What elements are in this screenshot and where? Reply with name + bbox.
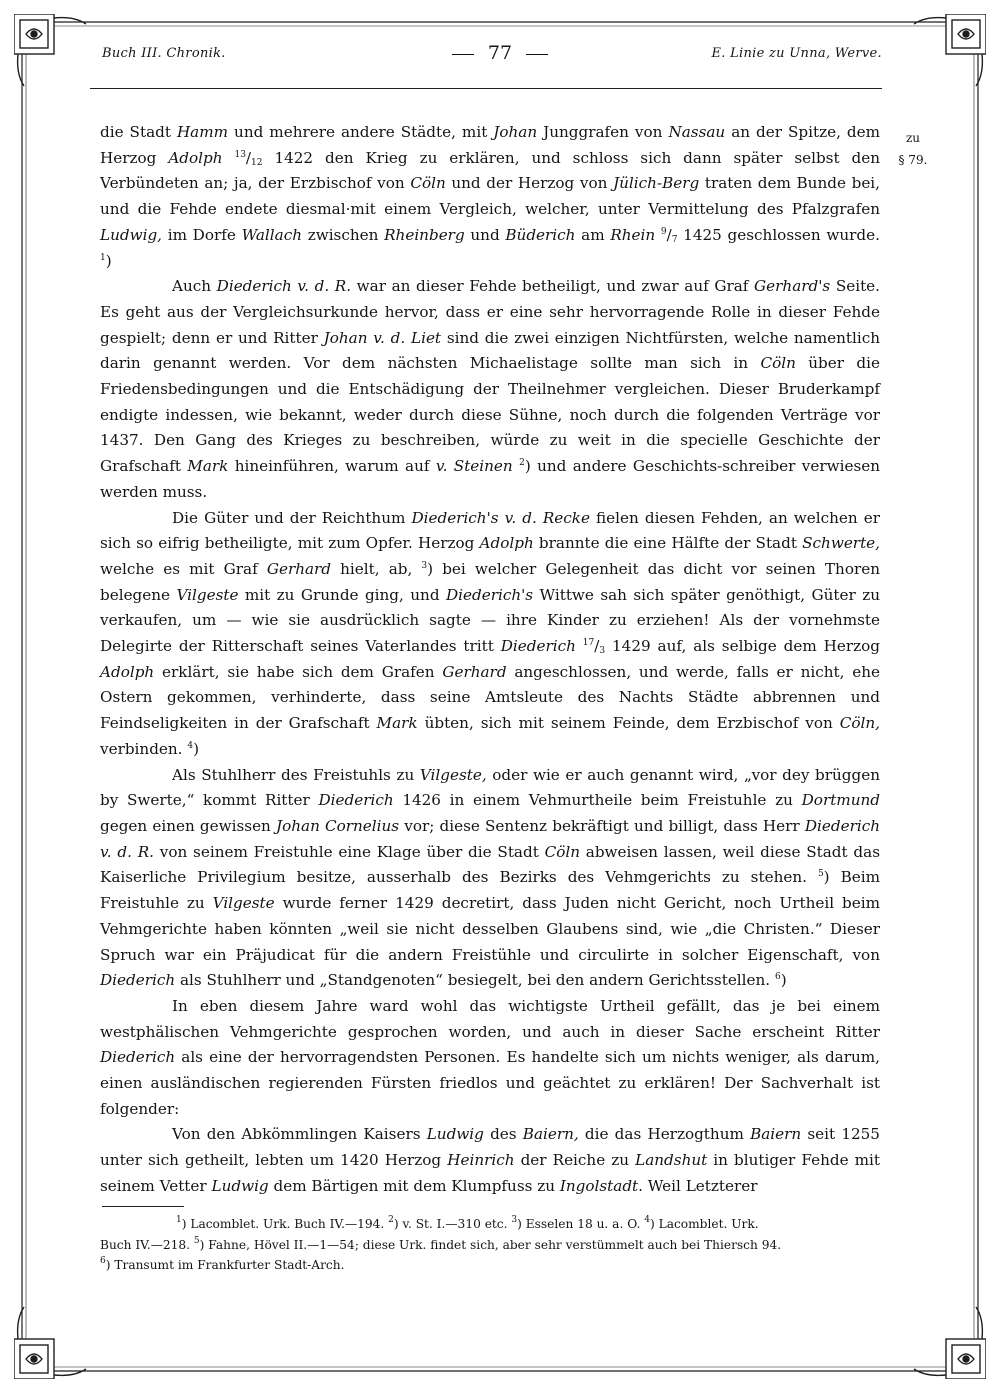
header-rule <box>90 88 882 89</box>
text-run: am <box>575 225 611 244</box>
footnote-text: ) Fahne, Hövel II.—1—54; diese Urk. findet sich, aber sehr verstümmelt auch bei Thiersch 94. <box>199 1237 782 1252</box>
footnote-ref[interactable]: 3 <box>421 560 428 571</box>
text-run: 1422 den Krieg zu erklären, und schloss sich dann später selbst den Verbündeten an; ja, der Erzbischof von <box>100 148 881 193</box>
place-name: Cöln <box>544 842 580 861</box>
text-run: die das Herzogthum <box>578 1125 751 1144</box>
footnotes <box>100 1214 880 1276</box>
text-run: Weil Letzterer <box>642 1176 758 1195</box>
person-name: Johan <box>493 123 538 141</box>
footnote-ref[interactable]: 4 <box>187 740 194 751</box>
margin-note-line2: § 79. <box>898 153 928 167</box>
place-name: Vilgeste, <box>419 765 487 784</box>
person-name: Diederich <box>318 791 394 810</box>
text-run: hineinführen, warum auf <box>228 457 436 476</box>
text-run: und mehrere andere Städte, mit <box>228 123 494 141</box>
text-run: verbinden. <box>100 739 188 758</box>
footnote-ref[interactable]: 6 <box>774 972 781 983</box>
text-run: als Stuhlherr und „Standgenoten“ besiegelt, bei den andern Gerichtsstellen. <box>175 971 775 990</box>
text-run: ) Beim Freistuhle zu <box>100 868 880 913</box>
text-run: brannte die eine Hälfte der Stadt <box>533 534 803 553</box>
text-run <box>576 637 583 655</box>
text-run: sind die zwei einzigen Nichtfürsten, welche namentlich darin genannt werden. Vor dem nächsten Michaelistage sollte man sich in <box>100 328 881 373</box>
person-name: Gerhard's <box>754 277 831 296</box>
text-run: übten, sich mit seinem Feinde, dem Erzbischof von <box>417 714 840 733</box>
footnote-text: ) Lacomblet. Urk. Buch IV.—194. <box>181 1217 389 1231</box>
person-name: Gerhard <box>442 662 507 681</box>
person-name: Ludwig <box>211 1176 269 1195</box>
person-name: Johan Cornelius <box>276 816 400 835</box>
person-name: Ludwig <box>426 1125 484 1144</box>
text-run: zwischen <box>301 225 385 244</box>
text-run: Die Güter und der Reichthum <box>172 508 412 527</box>
person-name: Adolph <box>100 662 155 681</box>
footnote-marker: 1 <box>176 1215 182 1225</box>
place-name: Jülich-Berg <box>613 174 700 193</box>
date-day: 13 <box>234 149 246 160</box>
text-run: als eine der hervorragendsten Personen. Es handelte sich um nichts weniger, als darum, einen ausländischen regierenden Fürsten friedlos und geächtet zu erklären! Der Sachverhalt ist folgender: <box>100 1048 880 1118</box>
place-name: Rheinberg <box>384 225 465 244</box>
text-run: war an dieser Fehde betheiligt, und zwar auf Graf <box>351 277 755 296</box>
text-run: 1425 geschlossen wurde. <box>677 225 880 244</box>
running-header-left: Buch III. Chronik. <box>102 46 226 61</box>
text-run: ) <box>193 739 200 758</box>
footnote-ref[interactable]: 5 <box>817 869 824 880</box>
date-month: 12 <box>251 157 263 168</box>
place-name: Nassau <box>668 123 726 141</box>
text-run: traten dem Bunde bei, und die Fehde endete diesmal·mit einem Vergleich, welcher, unter Vermittelung des Pfalzgrafen <box>100 174 880 219</box>
text-run: angeschlossen, und werde, falls er nicht, ehe Ostern gekommen, verhinderte, dass seine Amtsleute des Nachts Städte abbrennen und Feindseligkeiten in der Grafschaft <box>100 662 880 733</box>
text-run: und <box>464 225 506 244</box>
place-name: Cöln, <box>839 714 880 733</box>
text-run: Seite. Es geht aus der Vergleichsurkunde hervor, dass er eine sehr hervorragende Rolle in dieser Fehde gespielt; denn er und Ritter <box>100 277 880 347</box>
text-run: wurde ferner 1429 decretirt, dass Juden nicht Gericht, noch Urtheil beim Vehmgerichte haben könnten „weil sie nicht desselben Glaubens sind, wie „die Christen.“ Dieser Spruch war ein Präjudicat für die andern Freistühle und circulirte in solcher Eigenschaft, von <box>100 894 880 964</box>
text-run: Wittwe sah sich später genöthigt, Güter zu verkaufen, um — wie sie ausdrücklich sagte — ihre Kinder zu erziehen! Als der vornehmste Delegirte der Ritterschaft seines Vaterlandes tritt <box>100 585 880 656</box>
place-name: Rhein <box>610 225 656 244</box>
date-slash: / <box>666 225 672 244</box>
footnote-line-3 <box>100 1255 880 1276</box>
text-run: Als Stuhlherr des Freistuhls zu <box>172 765 420 784</box>
text-run: dem Bärtigen mit dem Klumpfuss zu <box>268 1176 560 1195</box>
person-name: Ludwig, <box>100 225 162 244</box>
place-name: Büderich <box>505 225 576 244</box>
place-name: Mark <box>187 457 229 476</box>
footnote-marker: 3 <box>511 1215 518 1225</box>
text-run: ) bei welcher Gelegenheit das dicht vor seinen Thoren belegene <box>100 559 880 604</box>
text-run: über die Friedensbedingungen und die Entschädigung der Theilnehmer vergleichen. Dieser Bruderkampf endigte indessen, wie bekannt, weder durch diese Sühne, noch durch die folgenden Verträge vor 1437. Den Gang des Krieges zu beschreiben, würde zu weit in die specielle Geschichte der Grafschaft <box>100 354 881 476</box>
text-run: Auch <box>172 277 217 296</box>
person-name: Diederich's v. d. Recke <box>411 508 590 527</box>
footnote-rule <box>102 1206 184 1207</box>
text-run: der Reiche zu <box>514 1151 636 1170</box>
text-run: Von den Abkömmlingen Kaisers <box>172 1125 427 1144</box>
person-name: Adolph <box>168 148 223 167</box>
person-name: Diederich <box>100 1048 176 1067</box>
text-run: von seinem Freistuhle eine Klage über die Stadt <box>153 842 545 861</box>
text-run: 1429 auf, als selbige dem Herzog <box>605 637 880 656</box>
text-run: abweisen lassen, weil diese Stadt das Kaiserliche Privilegium besitze, ausserhalb des Bezirks des Vehmgerichts zu stehen. <box>100 842 880 887</box>
text-run: erklärt, sie habe sich dem Grafen <box>154 662 443 681</box>
text-run: des <box>483 1125 523 1144</box>
paragraph-4 <box>100 763 880 994</box>
person-name: Diederich v. d. R. <box>216 277 352 296</box>
text-run: gegen einen gewissen <box>100 816 276 835</box>
footnote-text: ) Transumt im Frankfurter Stadt-Arch. <box>105 1258 345 1272</box>
corner-ornament-bottom-right <box>914 1307 986 1379</box>
date-month: 3 <box>599 646 606 657</box>
place-name: Vilgeste <box>176 585 239 604</box>
text-run: ) <box>105 251 112 270</box>
date-slash: / <box>594 637 600 656</box>
text-run: an der Spitze, dem Herzog <box>100 123 880 167</box>
footnote-ref[interactable]: 2 <box>519 458 525 469</box>
footnote-text: ) Esselen 18 u. a. O. <box>517 1217 645 1231</box>
text-run: hielt, ab, <box>331 559 422 578</box>
footnote-text: Buch IV.—218. <box>100 1237 194 1252</box>
person-name: v. Steinen <box>435 457 513 476</box>
paragraph-2 <box>100 274 880 505</box>
footnote-line-1 <box>100 1214 880 1235</box>
person-name: Gerhard <box>266 559 332 578</box>
footnote-marker: 2 <box>388 1215 394 1225</box>
text-run: mit zu Grunde ging, und <box>238 585 446 604</box>
text-run: vor; diese Sentenz bekräftigt und billigt, dass Herr <box>399 816 805 835</box>
paragraph-6 <box>100 1122 880 1199</box>
text-run: seit 1255 unter sich getheilt, lebten um 1420 Herzog <box>100 1125 880 1170</box>
place-name: Ingolstadt. <box>559 1176 643 1195</box>
place-name: Cöln <box>760 354 796 373</box>
place-name: Baiern, <box>522 1125 579 1144</box>
text-run: in blutiger Fehde mit seinem Vetter <box>100 1151 881 1195</box>
place-name: Wallach <box>241 225 302 244</box>
footnote-marker: 6 <box>100 1256 106 1266</box>
footnote-text: ) Lacomblet. Urk. <box>649 1217 759 1231</box>
footnote-line-2 <box>100 1235 880 1256</box>
text-run: die Stadt <box>100 123 177 141</box>
text-run: Junggrafen von <box>537 123 669 141</box>
text-run: ) und andere Geschichts-schreiber verwiesen werden muss. <box>100 457 881 501</box>
paragraph-1 <box>100 120 880 274</box>
place-name: Cöln <box>410 174 446 193</box>
text-run <box>223 149 235 167</box>
date-month: 7 <box>671 234 678 245</box>
place-name: Landshut <box>635 1151 708 1170</box>
date-slash: / <box>245 148 252 167</box>
text-run: fielen diesen Fehden, an welchen er sich so eifrig betheiligte, mit zum Opfer. Herzog <box>100 508 880 553</box>
place-name: Mark <box>376 714 418 733</box>
running-header-right: E. Linie zu Unna, Werve. <box>711 46 882 61</box>
text-run: 1426 in einem Vehmurtheile beim Freistuhle zu <box>393 791 802 810</box>
text-run: im Dorfe <box>162 225 242 244</box>
place-name: Dortmund <box>801 791 880 810</box>
date-day: 9 <box>660 226 667 237</box>
person-name: Diederich's <box>445 585 534 604</box>
place-name: Vilgeste <box>212 894 275 913</box>
person-name: Heinrich <box>447 1151 515 1170</box>
person-name: Johan v. d. Liet <box>323 328 442 347</box>
margin-note <box>888 127 938 171</box>
corner-ornament-bottom-left <box>14 1307 86 1379</box>
person-name: Diederich <box>500 637 576 656</box>
text-run: und der Herzog von <box>445 174 614 193</box>
place-name: Schwerte, <box>802 534 880 553</box>
footnote-marker: 4 <box>644 1215 650 1225</box>
text-run: ) <box>780 971 787 990</box>
place-name: Baiern <box>750 1125 802 1144</box>
place-name: Hamm <box>176 123 229 141</box>
text-run: welche es mit Graf <box>100 559 267 578</box>
paragraph-3 <box>100 506 880 763</box>
text-run: In eben diesem Jahre ward wohl das wichtigste Urtheil gefällt, das je bei einem westphälischen Vehmgerichte gesprochen worden, und auch in dieser Sache erscheint Ritter <box>100 996 880 1041</box>
margin-note-line1: zu <box>905 131 921 145</box>
footnote-marker: 5 <box>193 1235 200 1246</box>
person-name: Adolph <box>479 534 534 553</box>
person-name: Diederich <box>100 971 176 990</box>
paragraph-5 <box>100 994 880 1123</box>
text-run: oder wie er auch genannt wird, „vor dey brüggen by Swerte,“ kommt Ritter <box>100 765 880 810</box>
page-number: 77 <box>487 42 513 64</box>
main-text <box>100 120 880 1200</box>
person-name: Diederich v. d. R. <box>100 816 880 861</box>
footnote-text: ) v. St. I.—310 etc. <box>393 1217 512 1231</box>
date-day: 17 <box>582 638 595 649</box>
footnote-ref[interactable]: 1 <box>100 252 106 263</box>
